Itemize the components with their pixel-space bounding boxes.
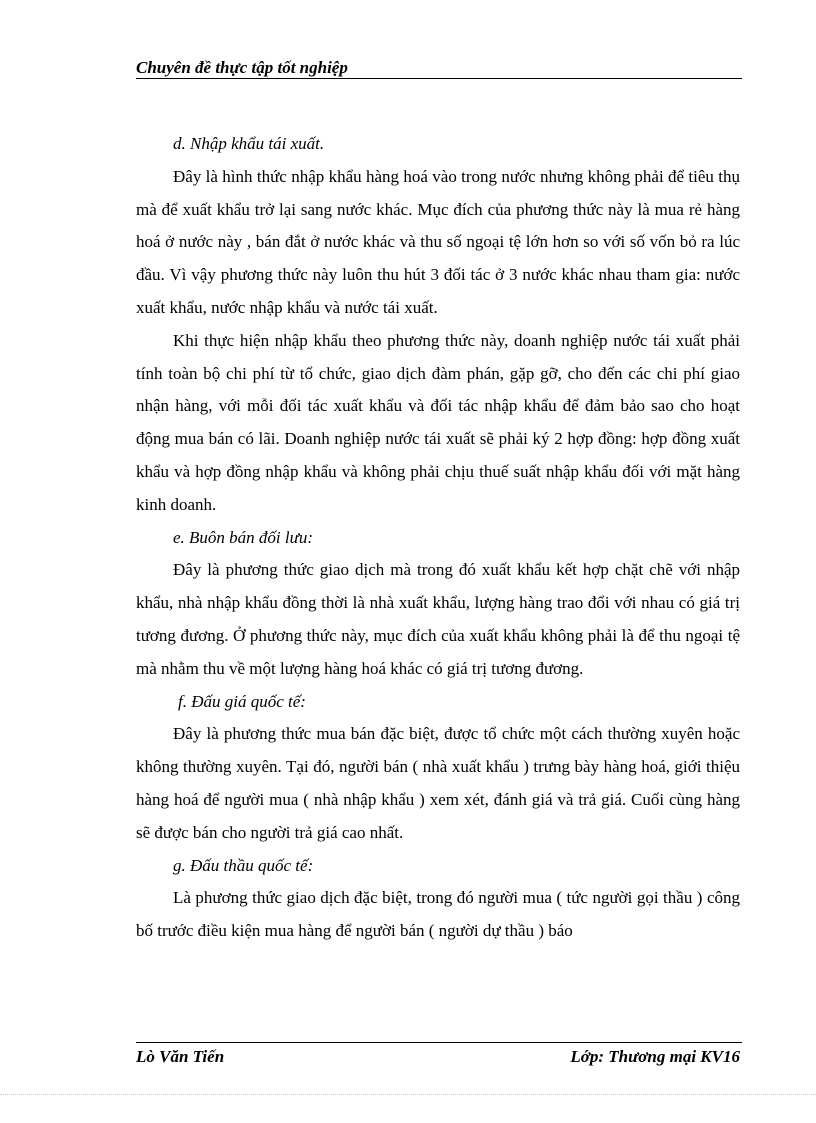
page-footer <box>136 1046 740 1068</box>
document-body <box>136 128 740 948</box>
paragraph: Khi thực hiện nhập khẩu theo phương thức này, doanh nghiệp nước tái xuất phải tính toàn bộ chi phí từ tổ chức, giao dịch đàm phán, gặp gỡ, cho đến các chi phí giao nhận hàng, với mỗi đối tác xuất khẩu và đối tác nhập khẩu để đảm bảo sao cho hoạt động mua bán có lãi. Doanh nghiệp nước tái xuất sẽ phải ký 2 hợp đồng: hợp đồng xuất khẩu và hợp đồng nhập khẩu và không phải chịu thuế suất nhập khẩu đối với mặt hàng kinh doanh. <box>136 330 740 514</box>
page-header: Chuyên đề thực tập tốt nghiệp <box>136 58 348 77</box>
header-divider <box>136 78 742 79</box>
section-heading-d: d. Nhập khẩu tái xuất. <box>173 134 325 153</box>
footer-author: Lò Văn Tiến <box>136 1047 225 1066</box>
footer-class: Lớp: Thương mại KV16 <box>570 1047 740 1066</box>
page-boundary <box>0 1094 816 1095</box>
section-heading-f: f. Đấu giá quốc tế: <box>178 691 306 711</box>
footer-divider <box>136 1042 742 1043</box>
paragraph: Là phương thức giao dịch đặc biệt, trong đó người mua ( tức người gọi thầu ) công bố trước điều kiện mua hàng để người bán ( người dự thầu ) báo <box>136 888 740 941</box>
section-heading-g: g. Đấu thầu quốc tế: <box>173 855 314 875</box>
paragraph: Đây là hình thức nhập khẩu hàng hoá vào trong nước nhưng không phải để tiêu thụ mà để xuất khẩu trở lại sang nước khác. Mục đích của phương thức này là mua rẻ hàng hoá ở nước này , bán đắt ở nước khác và thu số ngoại tệ lớn hơn so với số vốn bỏ ra lúc đầu. Vì vậy phương thức này luôn thu hút 3 đối tác ở 3 nước khác nhau tham gia: nước xuất khẩu, nước nhập khẩu và nước tái xuất. <box>136 166 740 317</box>
paragraph: Đây là phương thức giao dịch mà trong đó xuất khẩu kết hợp chặt chẽ với nhập khẩu, nhà nhập khẩu đồng thời là nhà xuất khẩu, lượng hàng trao đổi với nhau có giá trị tương đương. Ở phương thức này, mục đích của xuất khẩu không phải là để thu ngoại tệ mà nhằm thu về một lượng hàng hoá khác có giá trị tương đương. <box>136 560 740 678</box>
paragraph: Đây là phương thức mua bán đặc biệt, được tổ chức một cách thường xuyên hoặc không thường xuyên. Tại đó, người bán ( nhà xuất khẩu ) trưng bày hàng hoá, giới thiệu hàng hoá để người mua ( nhà nhập khẩu ) xem xét, đánh giá và trả giá. Cuối cùng hàng sẽ được bán cho người trả giá cao nhất. <box>136 724 740 842</box>
section-heading-e: e. Buôn bán đối lưu: <box>173 527 314 547</box>
